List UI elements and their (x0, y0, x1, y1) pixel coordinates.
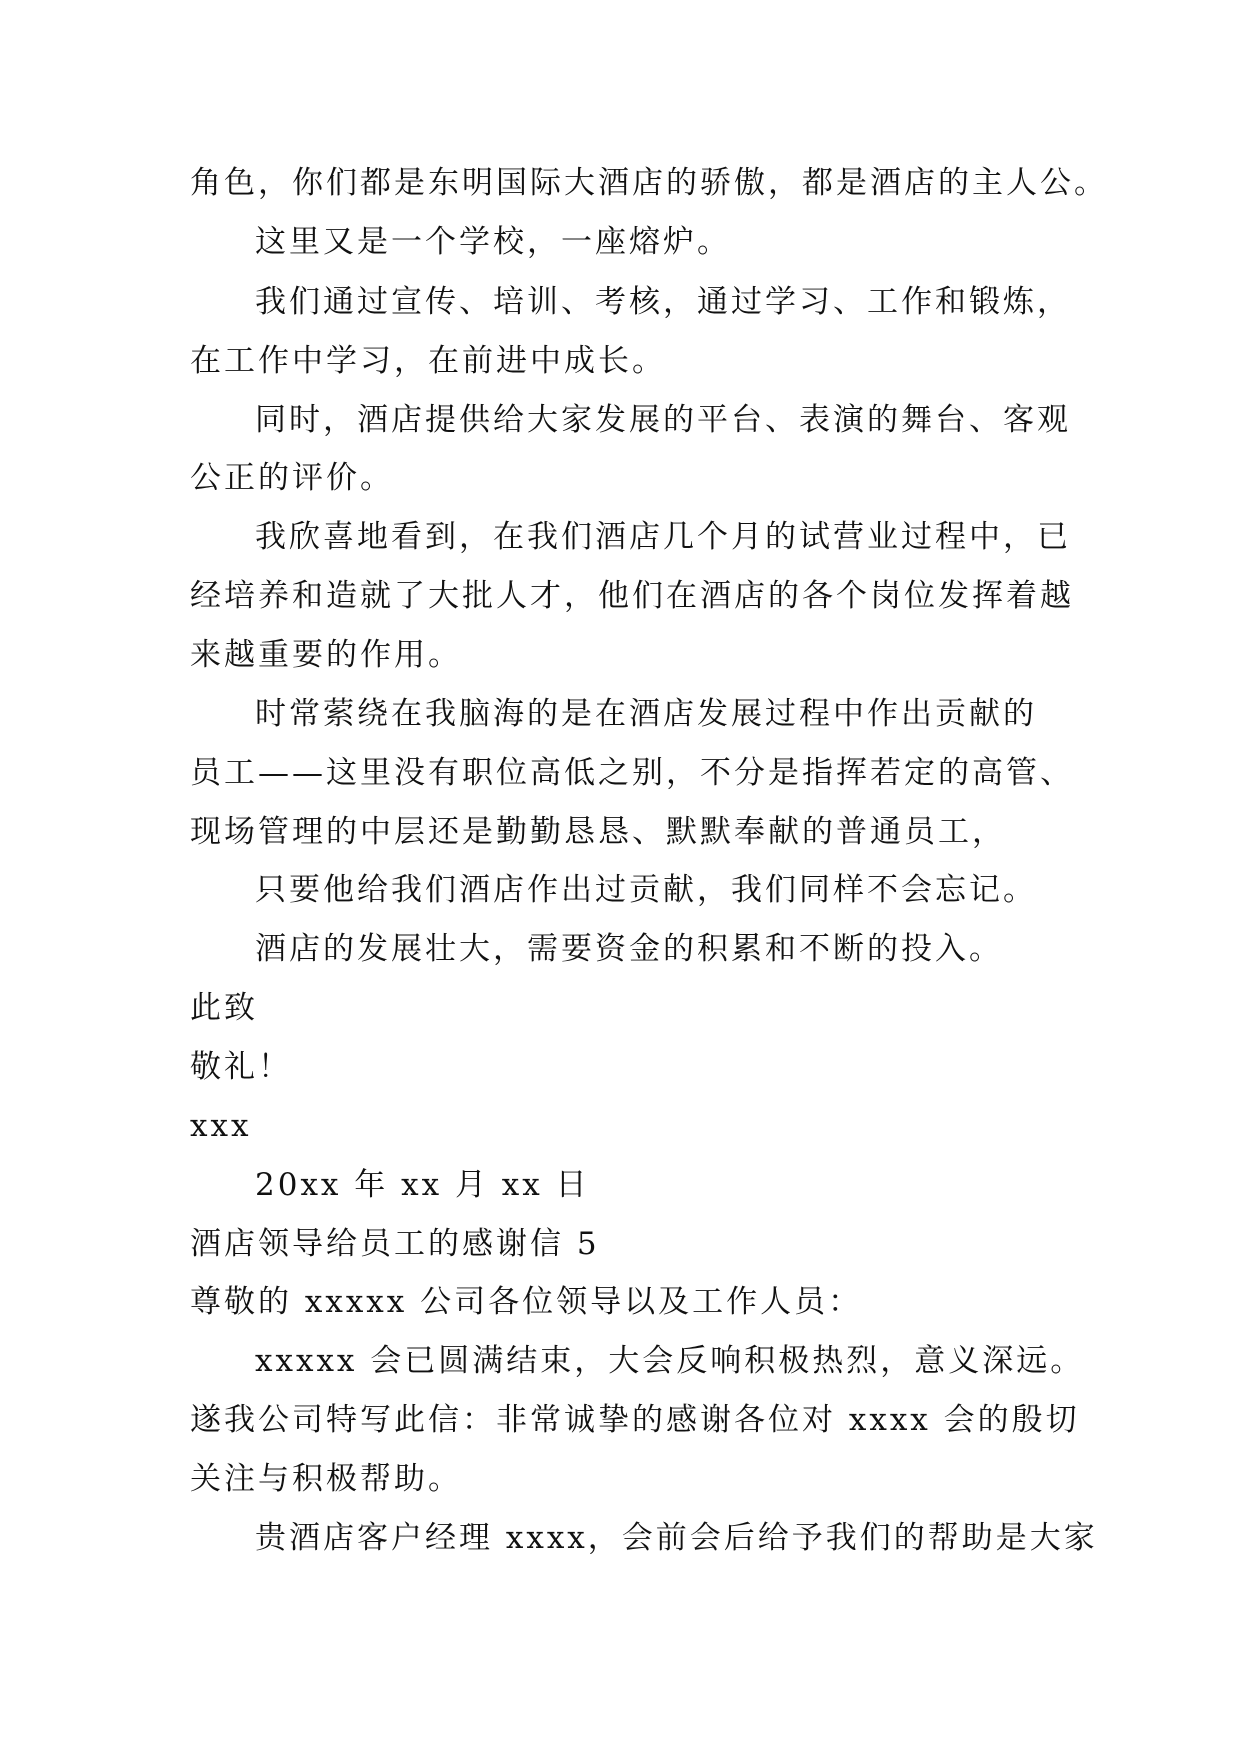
paragraph-line: 这里又是一个学校，一座熔炉。 (255, 224, 731, 260)
paragraph-line: 经培养和造就了大批人才，他们在酒店的各个岗位发挥着越 (190, 578, 1074, 614)
paragraph-line: 贵酒店客户经理 xxxx，会前会后给予我们的帮助是大家 (255, 1520, 1098, 1556)
paragraph-line: 同时，酒店提供给大家发展的平台、表演的舞台、客观 (255, 402, 1071, 438)
paragraph-line: 公正的评价。 (190, 460, 394, 496)
paragraph-line: 我们通过宣传、培训、考核，通过学习、工作和锻炼， (255, 284, 1071, 320)
paragraph-line: 角色，你们都是东明国际大酒店的骄傲，都是酒店的主人公。 (190, 165, 1108, 201)
paragraph-line: xxxxx 会已圆满结束，大会反响积极热烈，意义深远。 (255, 1343, 1085, 1379)
paragraph-line: 只要他给我们酒店作出过贡献，我们同样不会忘记。 (255, 872, 1037, 908)
paragraph-line: 关注与积极帮助。 (190, 1461, 462, 1497)
paragraph-line: 时常萦绕在我脑海的是在酒店发展过程中作出贡献的 (255, 696, 1037, 732)
paragraph-line: 来越重要的作用。 (190, 637, 462, 673)
closing-line: 此致 (190, 990, 258, 1026)
paragraph-line: 现场管理的中层还是勤勤恳恳、默默奉献的普通员工， (190, 814, 1006, 850)
paragraph-line: 在工作中学习，在前进中成长。 (190, 343, 666, 379)
paragraph-line: 我欣喜地看到，在我们酒店几个月的试营业过程中，已 (255, 519, 1071, 555)
salutation: 尊敬的 xxxxx 公司各位领导以及工作人员： (190, 1284, 863, 1320)
date-line: 20xx 年 xx 月 xx 日 (255, 1167, 590, 1203)
paragraph-line: 酒店的发展壮大，需要资金的积累和不断的投入。 (255, 931, 1003, 967)
signature: xxx (190, 1108, 252, 1144)
paragraph-line: 遂我公司特写此信：非常诚挚的感谢各位对 xxxx 会的殷切 (190, 1402, 1080, 1438)
letter-title: 酒店领导给员工的感谢信 5 (190, 1226, 600, 1262)
paragraph-line: 员工——这里没有职位高低之别，不分是指挥若定的高管、 (190, 755, 1074, 791)
closing-salute: 敬礼！ (190, 1049, 292, 1085)
